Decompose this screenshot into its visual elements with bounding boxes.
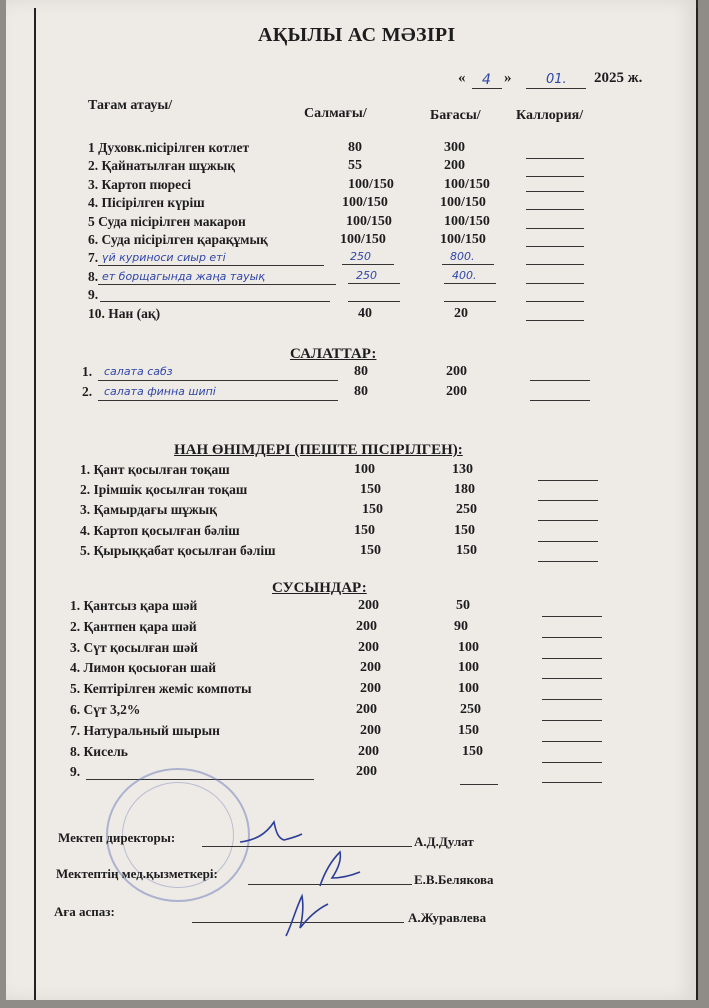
hot-dish-weight: 80	[348, 140, 362, 155]
calorie-blank	[542, 720, 602, 721]
bakery-item-weight: 150	[360, 542, 381, 558]
hot-dish-label: 6. Суда пісірілген қарақұмық	[88, 232, 268, 247]
signature-role-chef: Аға аспаз:	[54, 904, 115, 919]
drink-item-label: 8. Кисель	[70, 743, 128, 759]
bakery-item-price: 250	[456, 502, 477, 518]
drink-item-label: 4. Лимон қосыоған шай	[70, 660, 217, 676]
salad-price: 200	[446, 384, 467, 399]
bakery-item-weight: 150	[362, 502, 383, 518]
hot-dish-price: 100/150	[444, 213, 490, 229]
hot-dish-price: 20	[454, 305, 468, 321]
calorie-blank	[538, 561, 598, 562]
hot-dish-price: 400.	[452, 268, 477, 282]
date-month: 01.	[546, 72, 567, 87]
salad-weight: 80	[354, 384, 368, 399]
hot-dish-weight: 100/150	[342, 195, 388, 211]
date-year: 2025 ж.	[594, 70, 643, 86]
drink-price-line	[460, 784, 498, 785]
drink-item-weight: 200	[358, 743, 379, 759]
signature-name-director: А.Д.Дулат	[414, 834, 474, 849]
drink-item-label: 2. Қантпен қара шәй	[70, 618, 197, 634]
hot-dish-weight-line	[348, 283, 400, 284]
menu-sheet	[6, 0, 698, 1000]
menu-title: АҚЫЛЫ АС МӘЗІРІ	[258, 24, 456, 46]
hot-dish-handwritten: ет борщагында жаңа тауық	[102, 269, 265, 283]
drink-item-weight: 200	[360, 681, 381, 697]
hot-dish-label: 8.	[88, 268, 99, 284]
medic-signature-scribble	[306, 848, 366, 890]
drink-item-price: 50	[456, 598, 470, 613]
calorie-blank	[542, 699, 602, 700]
hot-dish-price: 100/150	[444, 176, 490, 192]
header-weight: Салмағы/	[304, 106, 367, 121]
bakery-item-label: 1. Қант қосылған тоқаш	[80, 462, 230, 477]
drink-item-weight: 200	[356, 702, 377, 717]
signature-role-medic: Мектептің мед.қызметкері:	[56, 866, 218, 881]
director-signature-scribble	[236, 812, 306, 852]
bakery-item-label: 4. Картоп қосылған бәліш	[80, 522, 240, 538]
bakery-item-label: 3. Қамырдағы шұжық	[80, 502, 217, 518]
hot-dish-name-line	[100, 301, 330, 302]
drink-item-weight: 200	[356, 764, 377, 780]
calorie-blank	[542, 658, 602, 659]
calorie-blank	[526, 246, 584, 247]
drink-item-price: 250	[460, 702, 481, 717]
calorie-blank	[542, 762, 602, 763]
hot-dish-label: 9.	[88, 287, 99, 303]
hot-dish-weight: 40	[358, 305, 372, 321]
hot-dish-weight: 100/150	[348, 176, 394, 192]
drink-item-weight: 200	[358, 598, 379, 613]
hot-dish-price-line	[444, 301, 496, 302]
calorie-blank	[538, 500, 598, 501]
salad-handwritten: салата финна шипі	[104, 385, 216, 398]
drink-item-price: 150	[462, 743, 483, 759]
drink-item-price: 100	[458, 660, 479, 676]
drink-item-label: 7. Натуральный шырын	[70, 722, 220, 738]
hot-dish-price: 300	[444, 140, 465, 155]
calorie-blank	[538, 520, 598, 521]
drink-item-price: 100	[458, 681, 479, 697]
hot-dish-weight: 250	[356, 268, 377, 282]
bakery-item-price: 130	[452, 462, 473, 477]
bakery-item-price: 180	[454, 482, 475, 498]
drink-item-weight: 200	[360, 660, 381, 676]
bakery-item-label: 2. Ірімшік қосылған тоқаш	[80, 482, 248, 498]
chef-signature-scribble	[276, 890, 336, 940]
header-price: Бағасы/	[430, 108, 481, 123]
date-day-line	[472, 88, 502, 89]
hot-dish-price: 100/150	[440, 232, 486, 247]
drink-item-price: 100	[458, 639, 479, 655]
salads-title: САЛАТТАР:	[290, 346, 377, 362]
hot-dish-weight: 100/150	[346, 213, 392, 229]
calorie-blank	[538, 480, 598, 481]
bakery-item-label: 5. Қырыққабат қосылған бәліш	[80, 542, 276, 558]
calorie-blank	[526, 264, 584, 265]
hot-dish-label: 5 Суда пісірілген макарон	[88, 213, 246, 229]
drink-item-label: 9.	[70, 764, 81, 780]
hot-dish-price: 100/150	[440, 195, 486, 211]
bakery-item-weight: 150	[354, 522, 375, 538]
drink-item-label: 1. Қантсыз қара шәй	[70, 598, 198, 613]
hot-dish-weight: 55	[348, 158, 362, 174]
bakery-title: НАН ӨНІМДЕРІ (ПЕШТЕ ПІСІРІЛГЕН):	[174, 442, 463, 458]
hot-dish-weight-line	[348, 301, 400, 302]
header-name: Тағам атауы/	[88, 98, 173, 113]
salad-weight: 80	[354, 364, 368, 379]
salad-label: 1.	[82, 364, 93, 379]
calorie-blank	[542, 782, 602, 783]
drink-item-price: 90	[454, 618, 468, 634]
drinks-title: СУСЫНДАР:	[272, 580, 367, 596]
calorie-blank	[526, 158, 584, 159]
bakery-item-weight: 100	[354, 462, 375, 477]
hot-dish-name-line	[98, 265, 324, 266]
salad-name-line	[98, 400, 338, 401]
bakery-item-price: 150	[454, 522, 475, 538]
hot-dish-name-line	[98, 284, 336, 285]
calorie-blank	[526, 301, 584, 302]
drink-item-label: 6. Сүт 3,2%	[70, 702, 141, 717]
hot-dish-weight-line	[342, 264, 394, 265]
drink-item-weight: 200	[356, 618, 377, 634]
hot-dish-label: 4. Пісірілген күріш	[88, 195, 205, 211]
hot-dish-label: 7.	[88, 250, 99, 266]
salad-price: 200	[446, 364, 467, 379]
signature-name-medic: Е.В.Белякова	[414, 872, 494, 887]
hot-dish-label: 10. Нан (ақ)	[88, 305, 161, 321]
calorie-blank	[526, 228, 584, 229]
drink-item-label: 3. Сүт қосылған шәй	[70, 639, 198, 655]
salad-label: 2.	[82, 384, 93, 399]
hot-dish-weight: 250	[350, 250, 371, 264]
hot-dish-price-line	[444, 283, 496, 284]
calorie-blank	[526, 320, 584, 321]
calorie-blank	[530, 400, 590, 401]
hot-dish-price: 800.	[450, 250, 475, 264]
salad-name-line	[98, 380, 338, 381]
drink-item-weight: 200	[360, 722, 381, 738]
calorie-blank	[542, 637, 602, 638]
calorie-blank	[526, 176, 584, 177]
hot-dish-label: 3. Картоп пюресі	[88, 176, 192, 192]
drink-item-weight: 200	[358, 639, 379, 655]
calorie-blank	[526, 209, 584, 210]
drink-item-label: 5. Кептірілген жеміс компоты	[70, 681, 252, 697]
calorie-blank	[526, 191, 584, 192]
calorie-blank	[542, 678, 602, 679]
hot-dish-handwritten: үй куриноси сиыр еті	[102, 251, 226, 265]
bakery-item-price: 150	[456, 542, 477, 558]
drink-item-price: 150	[458, 722, 479, 738]
calorie-blank	[542, 616, 602, 617]
calorie-blank	[526, 283, 584, 284]
calorie-blank	[530, 380, 590, 381]
hot-dish-price: 200	[444, 158, 465, 174]
signature-line-director	[202, 846, 412, 847]
signature-name-chef: А.Журавлева	[408, 910, 487, 925]
calorie-blank	[538, 541, 598, 542]
date-close-quote: »	[504, 70, 512, 86]
date-month-line	[526, 88, 586, 89]
hot-dish-label: 1 Духовк.пісірілген котлет	[88, 140, 250, 155]
signature-role-director: Мектеп директоры:	[58, 830, 176, 845]
hot-dish-label: 2. Қайнатылған шұжық	[88, 158, 236, 174]
bakery-item-weight: 150	[360, 482, 381, 498]
date-open-quote: «	[458, 70, 466, 86]
salad-handwritten: салата сабз	[104, 365, 173, 378]
date-day: 4	[482, 72, 491, 88]
calorie-blank	[542, 741, 602, 742]
hot-dish-price-line	[442, 264, 494, 265]
header-calories: Каллория/	[516, 108, 584, 123]
hot-dish-weight: 100/150	[340, 232, 386, 247]
